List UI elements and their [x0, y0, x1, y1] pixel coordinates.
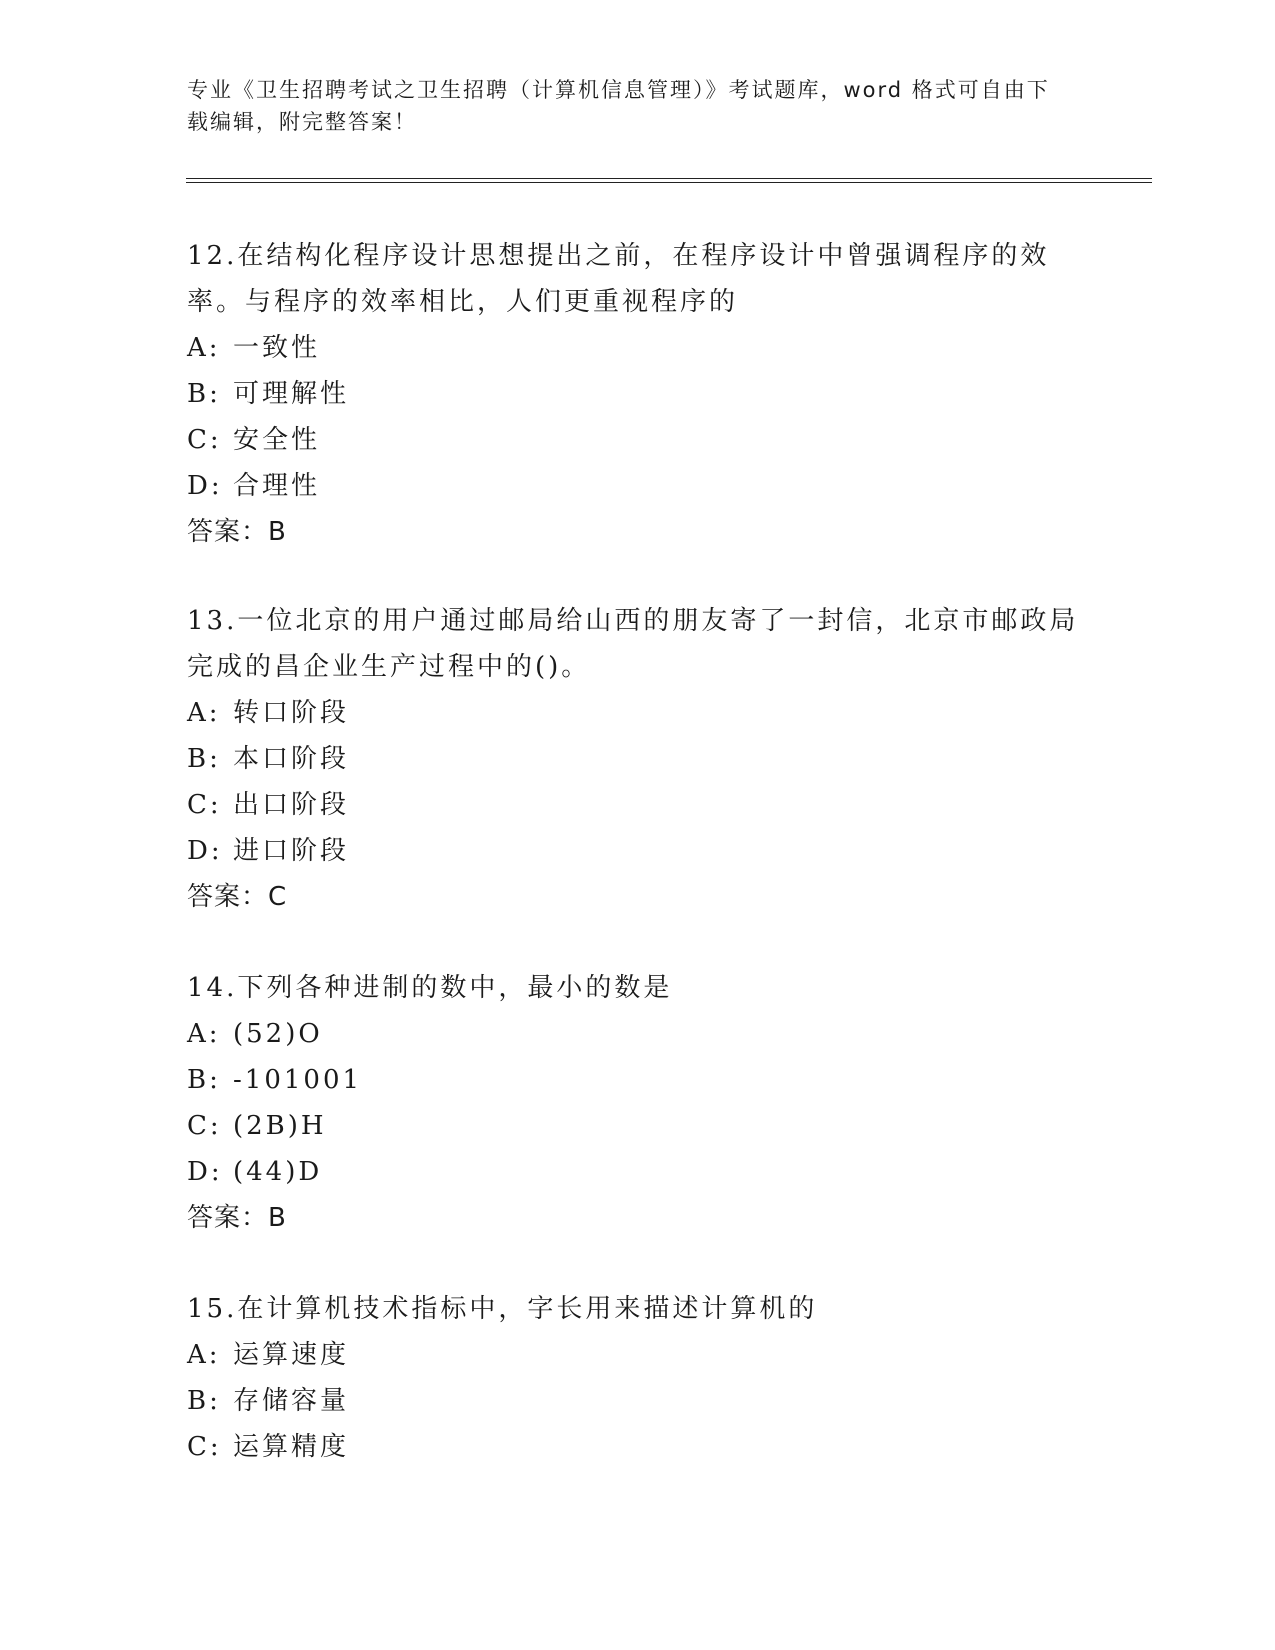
option-text: 运算精度 — [233, 1432, 350, 1462]
option-text: 可理解性 — [233, 379, 350, 409]
option-letter: C: — [187, 790, 222, 820]
option-letter: B: — [187, 1065, 221, 1095]
option-text: 一致性 — [233, 333, 321, 363]
option-b — [187, 1378, 1087, 1424]
option-a — [187, 690, 1087, 736]
option-c — [187, 1424, 1087, 1470]
question-14 — [187, 965, 1087, 1241]
option-text: -101001 — [233, 1065, 363, 1095]
header-divider-bottom — [186, 182, 1152, 183]
document-intro: 专业《卫生招聘考试之卫生招聘（计算机信息管理）》考试题库，word 格式可自由下载编辑，附完整答案！ — [187, 78, 1050, 134]
option-text: 运算速度 — [233, 1340, 350, 1370]
option-letter: D: — [187, 836, 223, 866]
option-b — [187, 371, 1087, 417]
option-letter: C: — [187, 1432, 222, 1462]
option-letter: B: — [187, 744, 221, 774]
answer: 答案：C — [187, 882, 288, 912]
option-letter: A: — [187, 333, 221, 363]
option-a — [187, 1332, 1087, 1378]
option-a — [187, 1011, 1087, 1057]
option-d — [187, 463, 1087, 509]
option-a — [187, 325, 1087, 371]
option-text: (2B)H — [233, 1111, 327, 1141]
option-text: (52)O — [233, 1019, 323, 1049]
option-letter: A: — [187, 1340, 221, 1370]
option-letter: D: — [187, 1157, 223, 1187]
question-stem: 12.在结构化程序设计思想提出之前，在程序设计中曾强调程序的效率。与程序的效率相比，人们更重视程序的 — [187, 241, 1050, 317]
header-divider-top — [186, 178, 1152, 179]
option-letter: A: — [187, 698, 221, 728]
question-13 — [187, 598, 1087, 920]
option-letter: B: — [187, 1386, 221, 1416]
option-d — [187, 828, 1087, 874]
option-letter: A: — [187, 1019, 221, 1049]
answer: 答案：B — [187, 1203, 287, 1233]
option-text: 进口阶段 — [233, 836, 350, 866]
question-stem: 15.在计算机技术指标中，字长用来描述计算机的 — [187, 1294, 818, 1324]
option-text: 出口阶段 — [233, 790, 350, 820]
option-letter: B: — [187, 379, 221, 409]
option-text: 存储容量 — [233, 1386, 350, 1416]
option-b — [187, 736, 1087, 782]
option-d — [187, 1149, 1087, 1195]
answer: 答案：B — [187, 517, 287, 547]
question-stem: 14.下列各种进制的数中，最小的数是 — [187, 973, 673, 1003]
question-12 — [187, 233, 1087, 555]
option-text: 合理性 — [233, 471, 321, 501]
option-b — [187, 1057, 1087, 1103]
option-text: (44)D — [233, 1157, 323, 1187]
option-c — [187, 1103, 1087, 1149]
question-stem: 13.一位北京的用户通过邮局给山西的朋友寄了一封信，北京市邮政局完成的昌企业生产过程中的()。 — [187, 606, 1079, 682]
option-letter: C: — [187, 1111, 222, 1141]
question-15 — [187, 1286, 1087, 1470]
option-letter: D: — [187, 471, 223, 501]
option-text: 安全性 — [233, 425, 321, 455]
option-letter: C: — [187, 425, 222, 455]
option-text: 本口阶段 — [233, 744, 350, 774]
option-c — [187, 782, 1087, 828]
option-c — [187, 417, 1087, 463]
option-text: 转口阶段 — [233, 698, 350, 728]
